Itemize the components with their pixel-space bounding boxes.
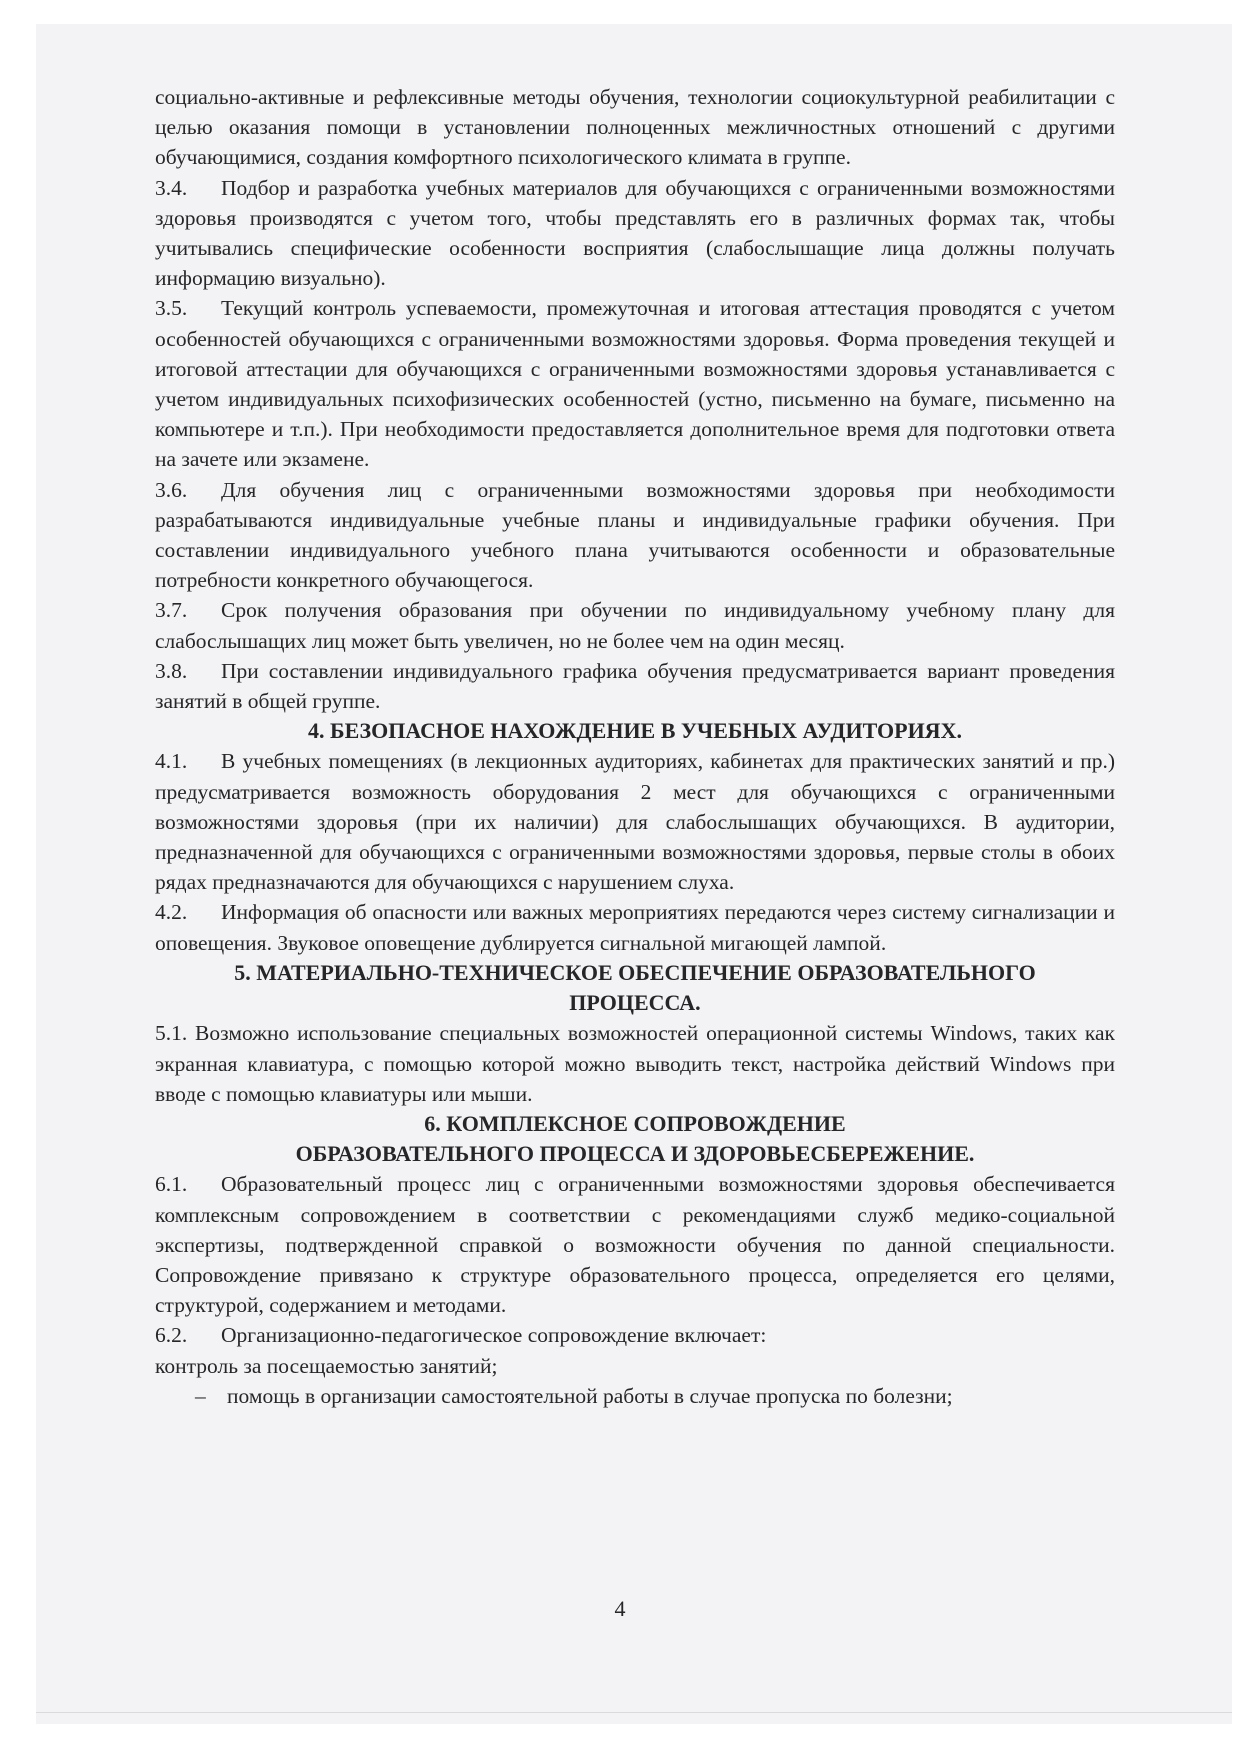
- section-6-heading-line1: 6. КОМПЛЕКСНОЕ СОПРОВОЖДЕНИЕ: [424, 1110, 846, 1136]
- intro-paragraph: социально-активные и рефлексивные методы обучения, технологии социокультурной реабилитации с целью оказания помощи в установлении полноценных межличностных отношений с другими обучающимися, создания комфортного психологического климата в группе.: [155, 85, 1115, 170]
- clause-6-1: [155, 1169, 1115, 1320]
- clause-number: 3.5.: [155, 296, 188, 321]
- clause-number: 4.2.: [155, 900, 188, 925]
- clause-text: Образовательный процесс лиц с ограниченными возможностями здоровья обеспечивается комплексным сопровождением в соответствии с рекомендациями служб медико-социальной экспертизы, подтвержденной справкой о возможности обучения по данной специальности. Сопровождение привязано к структуре образовательного процесса, определяется его целями, структурой, содержанием и методами.: [155, 1172, 1115, 1318]
- clause-number: 4.1.: [155, 749, 188, 774]
- clause-4-1: [155, 746, 1115, 897]
- clause-4-2: [155, 897, 1115, 957]
- clause-number: 3.7.: [155, 598, 188, 623]
- list-item-text: помощь в организации самостоятельной работы в случае пропуска по болезни;: [227, 1383, 953, 1408]
- section-4-heading: 4. БЕЗОПАСНОЕ НАХОЖДЕНИЕ В УЧЕБНЫХ АУДИТОРИЯХ.: [308, 718, 962, 744]
- document-body: [155, 82, 1115, 1411]
- clause-3-5: [155, 293, 1115, 474]
- clause-text: В учебных помещениях (в лекционных аудиториях, кабинетах для практических занятий и пр.) предусматривается возможность оборудования 2 мест для обучающихся с ограниченными возможностями здоровья (при их наличии) для слабослышащих обучающихся. В аудитории, предназначенной для обучающихся с ограниченными возможностями здоровья, первые столы в обоих рядах предназначаются для обучающихся с нарушением слуха.: [155, 749, 1115, 895]
- clause-text: Информация об опасности или важных мероприятиях передаются через систему сигнализации и оповещения. Звуковое оповещение дублируется сигнальной мигающей лампой.: [155, 900, 1115, 955]
- clause-number: 6.2.: [155, 1323, 188, 1348]
- section-5-heading-line2: ПРОЦЕССА.: [569, 990, 701, 1016]
- clause-text: Для обучения лиц с ограниченными возможностями здоровья при необходимости разрабатываются индивидуальные учебные планы и индивидуальные графики обучения. При составлении индивидуального учебного плана учитываются особенности и образовательные потребности конкретного обучающегося.: [155, 477, 1115, 593]
- section-5-heading-line1: 5. МАТЕРИАЛЬНО-ТЕХНИЧЕСКОЕ ОБЕСПЕЧЕНИЕ ОБРАЗОВАТЕЛЬНОГО: [234, 959, 1036, 985]
- attendance-line: контроль за посещаемостью занятий;: [155, 1353, 498, 1378]
- clause-number: 3.4.: [155, 175, 188, 200]
- clause-text: При составлении индивидуального графика обучения предусматривается вариант проведения занятий в общей группе.: [155, 658, 1115, 714]
- section-6-heading-line2: ОБРАЗОВАТЕЛЬНОГО ПРОЦЕССА И ЗДОРОВЬЕСБЕРЕЖЕНИЕ.: [295, 1141, 975, 1167]
- clause-number: 6.1.: [155, 1172, 188, 1197]
- dash-marker: –: [195, 1383, 206, 1408]
- clause-text: Подбор и разработка учебных материалов для обучающихся с ограниченными возможностями здоровья производятся с учетом того, чтобы представлять его в различных формах так, чтобы учитывались специфические особенности восприятия (слабослышащие лица должны получать информацию визуально).: [155, 175, 1115, 291]
- clause-6-2: [155, 1320, 1115, 1350]
- clause-text: Текущий контроль успеваемости, промежуточная и итоговая аттестация проводятся с учетом особенностей обучающихся с ограниченными возможностями здоровья. Форма проведения текущей и итоговой аттестации для обучающихся с ограниченными возможностями здоровья устанавливается с учетом индивидуальных психофизических особенностей (устно, письменно на бумаге, письменно на компьютере и т.п.). При необходимости предоставляется дополнительное время для подготовки ответа на зачете или экзамене.: [155, 296, 1115, 472]
- list-item: [155, 1381, 1115, 1411]
- clause-3-6: [155, 475, 1115, 596]
- clause-number: 3.8.: [155, 658, 188, 683]
- clause-5-1: 5.1. Возможно использование специальных возможностей операционной системы Windows, таких как экранная клавиатура, с помощью которой можно выводить текст, настройка действий Windows при вводе с помощью клавиатуры или мыши.: [155, 1021, 1115, 1106]
- clause-3-8: [155, 656, 1115, 716]
- scan-edge-line: [36, 1712, 1232, 1713]
- page-number: 4: [614, 1596, 626, 1621]
- clause-text: Срок получения образования при обучении по индивидуальному учебному плану для слабослышащих лиц может быть увеличен, но не более чем на один месяц.: [155, 598, 1115, 653]
- clause-3-4: [155, 173, 1115, 294]
- clause-text: Организационно-педагогическое сопровождение включает:: [221, 1323, 767, 1348]
- clause-number: 3.6.: [155, 477, 188, 502]
- clause-3-7: [155, 595, 1115, 655]
